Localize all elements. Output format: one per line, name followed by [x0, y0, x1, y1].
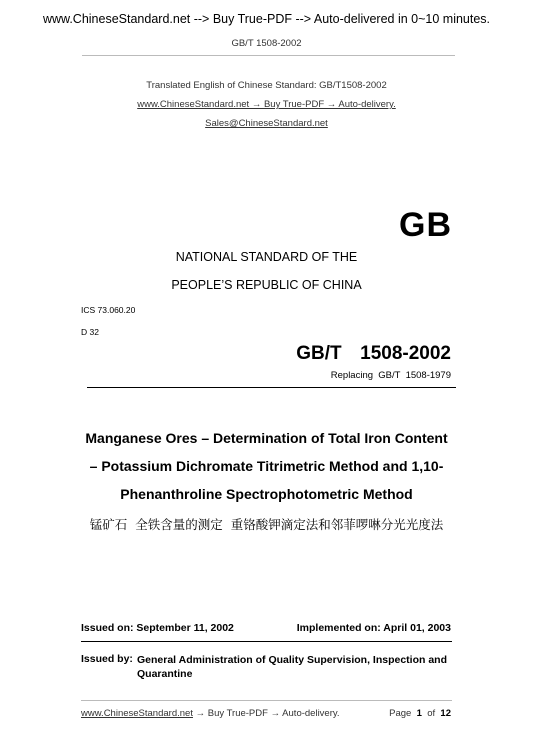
header-standard-code: GB/T 1508-2002	[231, 38, 302, 49]
page-counter	[389, 708, 451, 719]
title-chinese: 锰矿石 全铁含量的测定 重铬酸钾滴定法和邻菲啰啉分光光度法	[89, 517, 444, 532]
header-divider	[82, 55, 455, 56]
footer-buy-text: → Buy True-PDF → Auto-delivery.	[192, 708, 340, 719]
page-word: Page	[389, 708, 412, 719]
standard-number: GB/T 1508-2002	[296, 343, 451, 364]
title-en-line-2: – Potassium Dichromate Titrimetric Method and 1,10-	[89, 458, 444, 474]
d-code: D 32	[81, 327, 99, 337]
translation-link-line[interactable]	[0, 99, 533, 110]
chinesestandard-link[interactable]: www.ChineseStandard.net → Buy True-PDF → Auto-delivery.	[137, 99, 396, 110]
translation-notice: Translated English of Chinese Standard: GB/T1508-2002	[146, 80, 387, 91]
title-divider	[87, 387, 456, 388]
gb-logo: GB	[399, 206, 452, 244]
of-word: of	[427, 708, 436, 719]
page-total: 12	[440, 708, 451, 719]
national-standard-line-2: PEOPLE’S REPUBLIC OF CHINA	[171, 278, 362, 292]
dates-divider	[81, 641, 452, 642]
issued-by-value: General Administration of Quality Supervision, Inspection and Quarantine	[137, 654, 447, 680]
issued-by-label: Issued by:	[81, 653, 133, 665]
replacing-standard: Replacing GB/T 1508-1979	[330, 370, 451, 381]
footer-divider	[81, 700, 452, 701]
implemented-on-date: Implemented on: April 01, 2003	[296, 622, 451, 634]
national-standard-line-1: NATIONAL STANDARD OF THE	[175, 250, 358, 264]
issued-on-date: Issued on: September 11, 2002	[81, 622, 234, 634]
sales-email-link[interactable]: Sales@ChineseStandard.net	[205, 118, 328, 129]
sales-email-line[interactable]	[0, 118, 533, 129]
title-en-line-1: Manganese Ores – Determination of Total Iron Content	[85, 430, 448, 446]
title-en-line-3: Phenanthroline Spectrophotometric Method	[120, 486, 413, 502]
page-number: 1	[416, 708, 422, 719]
footer-site-link[interactable]: www.ChineseStandard.net	[81, 708, 193, 719]
footer-links	[81, 708, 340, 719]
ics-code: ICS 73.060.20	[81, 305, 136, 315]
top-banner: www.ChineseStandard.net --> Buy True-PDF --> Auto-delivered in 0~10 minutes.	[42, 12, 491, 26]
